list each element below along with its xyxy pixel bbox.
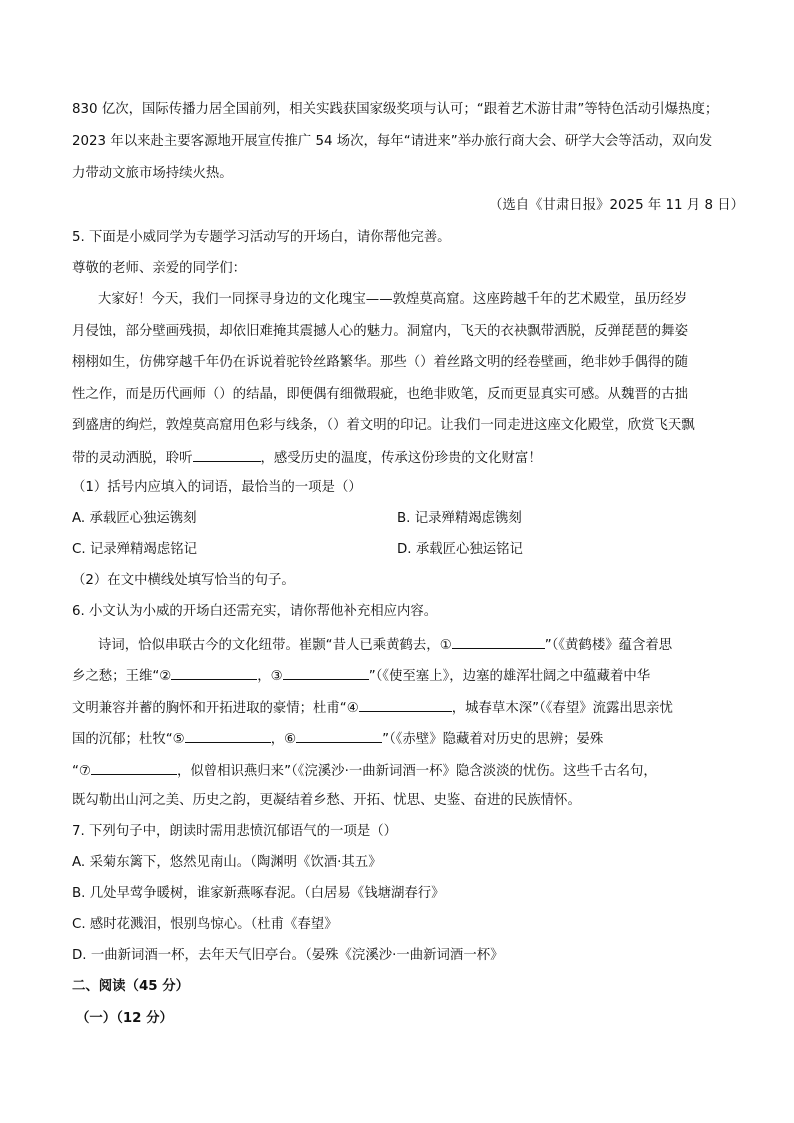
q5-option-c: C. 记录殚精竭虑铭记 (72, 542, 197, 557)
q5-option-b: B. 记录殚精竭虑镌刻 (397, 511, 522, 526)
q6-line (72, 665, 650, 687)
q6-line: 既勾勒出山河之美、历史之韵，更凝结着乡愁、开拓、忧思、史鉴、奋进的民族情怀。 (72, 793, 581, 808)
q7-option-a: A. 采菊东篱下，悠然见南山。（陶渊明《饮酒·其五》 (72, 855, 382, 870)
material-source: （选自《甘肃日报》2025 年 11 月 8 日） (489, 198, 744, 213)
q7-option-d: D. 一曲新词酒一杯，去年天气旧亭台。（晏殊《浣溪沙·一曲新词酒一杯》 (72, 948, 504, 963)
q6-line (98, 634, 672, 656)
q6-text: 乡之愁；王维“② (72, 669, 172, 684)
q5-paragraph-line: 性之作，而是历代画师（）的结晶，即便偶有细微瑕疵，也绝非败笔，反而更显真实可感。从魏晋的古拙 (72, 387, 688, 402)
q6-text: “⑦ (72, 764, 91, 779)
q5-paragraph-line: 大家好！今天，我们一同探寻身边的文化瑰宝——敦煌莫高窟。这座跨越千年的艺术殿堂，虽历经岁 (98, 292, 688, 307)
q6-text: ”（《使至塞上》，边塞的雄浑壮阔之中蕴藏着中华 (368, 669, 651, 684)
material-line-3: 力带动文旅市场持续火热。 (72, 166, 233, 181)
q5-sub2: （2）在文中横线处填写恰当的句子。 (72, 573, 295, 588)
q6-line (72, 760, 657, 782)
q5-stem: 5. 下面是小威同学为专题学习活动写的开场白，请你帮他完善。 (72, 230, 451, 245)
q6-text: 国的沉郁；杜牧“⑤ (72, 732, 185, 747)
q6-text: ”（《赤壁》隐藏着对历史的思辨；晏殊 (382, 732, 604, 747)
q6-stem: 6. 小文认为小威的开场白还需充实，请你帮他补充相应内容。 (72, 604, 438, 619)
q5-p6-end: ，感受历史的温度，传承这份珍贵的文化财富！ (260, 451, 542, 466)
section-title: 二、阅读（45 分） (72, 979, 190, 994)
material-line-1: 830 亿次，国际传播力居全国前列，相关实践获国家级奖项与认可；“跟着艺术游甘肃”等特色活动引爆热度； (72, 102, 719, 117)
fill-blank[interactable] (193, 447, 261, 462)
q6-text: ，③ (257, 669, 283, 684)
q5-paragraph-line: 到盛唐的绚烂，敦煌莫高窟用色彩与线条，（）着文明的印记。让我们一同走进这座文化殿堂，欣赏飞天飘 (72, 418, 695, 433)
fill-blank[interactable] (296, 728, 382, 743)
q6-text: 文明兼容并蓄的胸怀和开拓进取的豪情；杜甫“④ (72, 701, 359, 716)
q6-line (72, 728, 603, 750)
q6-text: 诗词，恰似串联古今的文化纽带。崔颢“昔人已乘黄鹤去，① (98, 638, 452, 653)
q5-option-d: D. 承载匠心独运铭记 (397, 542, 523, 557)
q7-option-c: C. 感时花溅泪，恨别鸟惊心。（杜甫《春望》 (72, 917, 338, 932)
fill-blank[interactable] (359, 697, 452, 712)
q7-stem: 7. 下列句子中，朗读时需用悲愤沉郁语气的一项是（） (72, 824, 398, 839)
q5-paragraph-line (72, 447, 542, 469)
q5-paragraph-line: 月侵蚀，部分壁画残损，却依旧难掩其震撼人心的魅力。洞窟内，飞天的衣袂飘带洒脱，反弹琵琶的舞姿 (72, 324, 688, 339)
q5-option-a: A. 承载匠心独运镌刻 (72, 511, 197, 526)
fill-blank[interactable] (171, 665, 257, 680)
fill-blank[interactable] (91, 760, 177, 775)
section-subtitle: （一）（12 分） (76, 1011, 173, 1026)
q6-text: ”（《黄鹤楼》蕴含着思 (544, 638, 673, 653)
q6-text: ，似曾相识燕归来”（《浣溪沙·一曲新词酒一杯》隐含淡淡的忧伤。这些千古名句， (176, 764, 657, 779)
q6-text: ，城春草木深”（《春望》流露出思亲忧 (451, 701, 673, 716)
q5-greeting: 尊敬的老师、亲爱的同学们： (72, 261, 247, 276)
q5-sub1: （1）括号内应填入的词语，最恰当的一项是（） (72, 480, 362, 495)
q6-text: ，⑥ (270, 732, 297, 747)
q5-p6-start: 带的灵动洒脱，聆听 (72, 451, 193, 466)
q7-option-b: B. 几处早莺争暖树，谁家新燕啄春泥。（白居易《钱塘湖春行》 (72, 886, 445, 901)
fill-blank[interactable] (185, 728, 271, 743)
q6-line (72, 697, 673, 719)
fill-blank[interactable] (452, 634, 545, 649)
fill-blank[interactable] (283, 665, 369, 680)
material-line-2: 2023 年以来赴主要客源地开展宣传推广 54 场次，每年“请进来”举办旅行商大会、研学大会等活动，双向发 (72, 134, 713, 149)
q5-paragraph-line: 栩栩如生，仿佛穿越千年仍在诉说着驼铃丝路繁华。那些（）着丝路文明的经卷壁画，绝非妙手偶得的随 (72, 355, 688, 370)
